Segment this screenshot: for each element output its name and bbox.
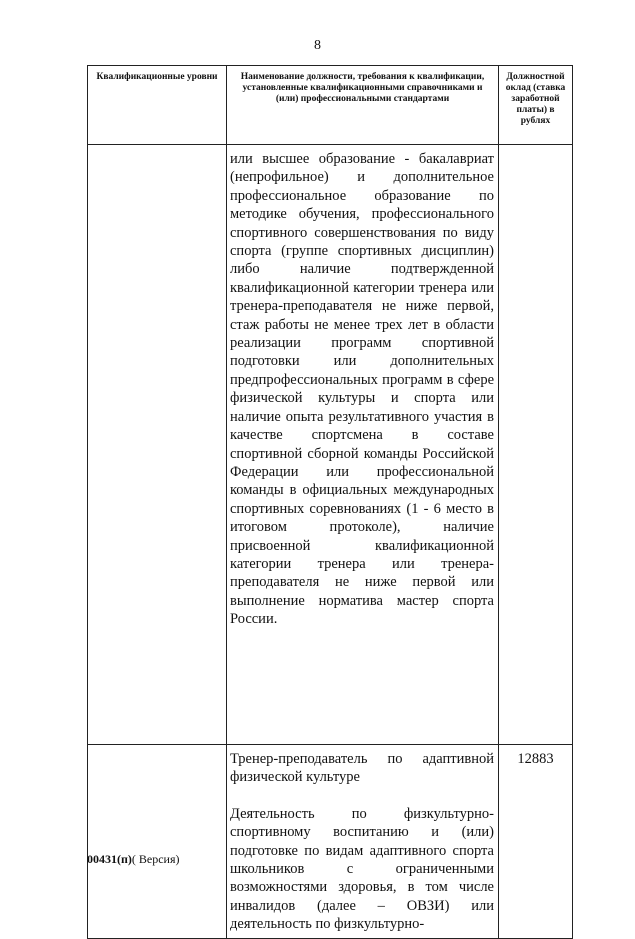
document-version: ( Версия) (131, 852, 180, 866)
header-salary: Должностной оклад (ставка заработной платы) в рублях (499, 66, 573, 145)
document-code: 00431(п) (87, 852, 132, 866)
position-description: Деятельность по физкультурно-спортивному воспитанию и (или) подготовке по видам адаптивного спорта школьников с ограниченными возможностями здоровья, в том числе инвалидов (далее – ОВЗИ) или деятельность по физкультурно- (230, 805, 494, 933)
qualification-table (87, 65, 573, 939)
position-title: Тренер-преподаватель по адаптивной физической культуре (230, 751, 494, 786)
document-footer (87, 852, 180, 867)
spacer (230, 787, 494, 805)
requirements-cell: или высшее образование - бакалавриат (непрофильное) и дополнительное профессиональное образование по методике обучения, профессионального спортивного совершенствования по виду спорта (группе спортивных дисциплин) либо наличие подтвержденной квалификационной категории тренера или тренера-преподавателя не ниже первой, стаж работы не менее трех лет в области реализации программ спортивной подготовки или дополнительных предпрофессиональных программ в сфере физической культуры и спорта или наличие опыта результативного участия в качестве спортсмена в составе спортивной сборной команды Российской Федерации или профессиональной команды в официальных международных спортивных соревнованиях (1 - 6 место в итоговом протоколе), наличие присвоенной квалификационной категории тренера или тренера-преподавателя не ниже первой или выполнение норматива мастер спорта России. (227, 145, 499, 745)
salary-value: 12883 (499, 745, 573, 939)
table-header-row (88, 66, 573, 145)
qualification-level-cell (88, 745, 227, 939)
table-row (88, 745, 573, 939)
page-number: 8 (314, 38, 321, 53)
salary-cell (499, 145, 573, 745)
header-position-requirements: Наименование должности, требования к квалификации, установленные квалификационными справочниками и (или) профессиональными стандартами (227, 66, 499, 145)
qualification-level-cell (88, 145, 227, 745)
requirements-cell (227, 745, 499, 939)
header-qualification-levels: Квалификационные уровни (88, 66, 227, 145)
table-row (88, 145, 573, 745)
